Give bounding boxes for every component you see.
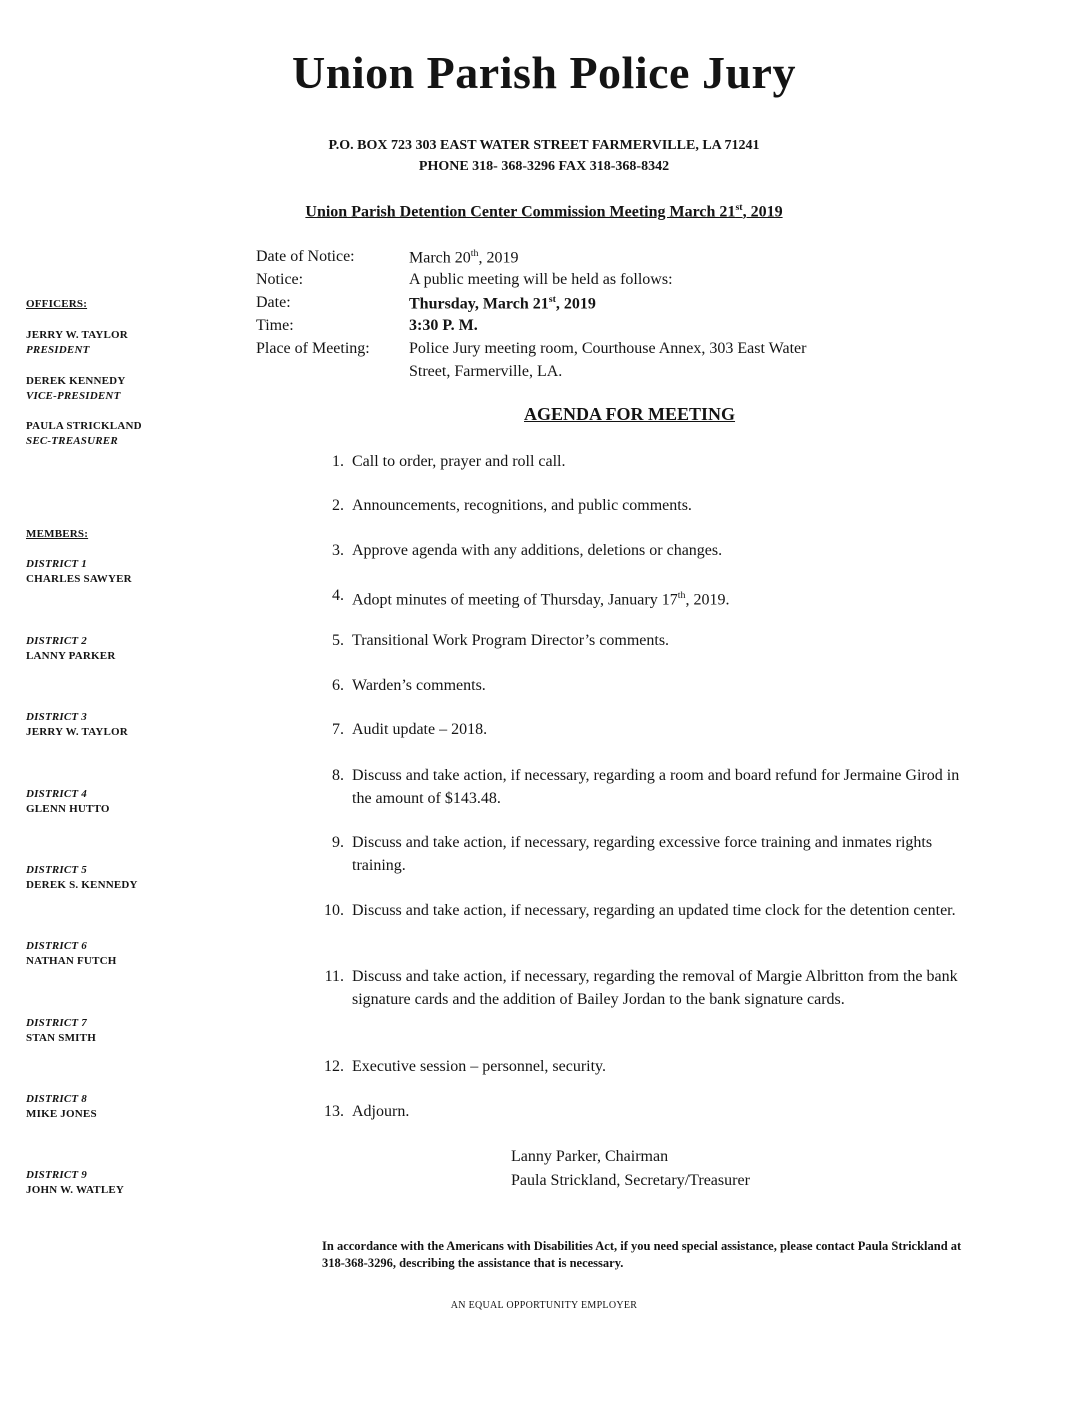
agenda-item: 7. Audit update – 2018. bbox=[332, 721, 488, 738]
agenda-item: 4. Adopt minutes of meeting of Thursday, January 17th, 2019. bbox=[332, 587, 730, 609]
member-entry bbox=[26, 1016, 96, 1046]
member-entry bbox=[26, 634, 115, 664]
time-value: 3:30 P. M. bbox=[409, 317, 478, 334]
member-name: DEREK S. KENNEDY bbox=[26, 879, 138, 891]
officer-role: VICE-PRESIDENT bbox=[26, 390, 121, 402]
member-entry bbox=[26, 710, 128, 740]
place-label: Place of Meeting: bbox=[256, 340, 370, 357]
officer-entry bbox=[26, 419, 142, 449]
signature-chairman: Lanny Parker, Chairman bbox=[511, 1148, 669, 1165]
signature-secretary: Paula Strickland, Secretary/Treasurer bbox=[511, 1172, 750, 1189]
officer-role: SEC-TREASURER bbox=[26, 435, 118, 447]
member-district: DISTRICT 8 bbox=[26, 1093, 87, 1105]
officer-role: PRESIDENT bbox=[26, 344, 90, 356]
agenda-item: 2. Announcements, recognitions, and public comments. bbox=[332, 497, 692, 514]
agenda-item: 9. Discuss and take action, if necessary, regarding excessive force training and inmates rights training. bbox=[332, 834, 933, 874]
member-name: JOHN W. WATLEY bbox=[26, 1184, 125, 1196]
notice-label: Notice: bbox=[256, 271, 304, 288]
member-district: DISTRICT 6 bbox=[26, 940, 87, 952]
member-name: MIKE JONES bbox=[26, 1108, 97, 1120]
member-name: CHARLES SAWYER bbox=[26, 573, 132, 585]
officer-entry bbox=[26, 328, 128, 358]
member-district: DISTRICT 2 bbox=[26, 635, 87, 647]
agenda-item: 13. Adjourn. bbox=[324, 1103, 410, 1120]
date-of-notice-value: March 20th, 2019 bbox=[409, 248, 519, 267]
address-line: P.O. BOX 723 303 EAST WATER STREET FARMERVILLE, LA 71241 bbox=[328, 138, 760, 153]
member-name: GLENN HUTTO bbox=[26, 803, 110, 815]
date-value: Thursday, March 21st, 2019 bbox=[409, 294, 596, 313]
officer-name: JERRY W. TAYLOR bbox=[26, 329, 128, 341]
place-value-line1: Police Jury meeting room, Courthouse Annex, 303 East Water bbox=[409, 340, 807, 357]
member-district: DISTRICT 5 bbox=[26, 864, 87, 876]
ada-notice: In accordance with the Americans with Disabilities Act, if you need special assistance, please contact Paula Strickland at 318-368-3296, describing the assistance that is necessary. bbox=[322, 1239, 962, 1270]
member-name: STAN SMITH bbox=[26, 1032, 96, 1044]
officer-entry bbox=[26, 374, 125, 404]
member-name: JERRY W. TAYLOR bbox=[26, 726, 128, 738]
phone-fax-line: PHONE 318- 368-3296 FAX 318-368-8342 bbox=[418, 159, 670, 174]
member-district: DISTRICT 7 bbox=[26, 1017, 87, 1029]
time-label: Time: bbox=[256, 317, 294, 334]
officers-heading: OFFICERS: bbox=[26, 298, 88, 310]
member-entry bbox=[26, 1168, 124, 1198]
place-value-line2: Street, Farmerville, LA. bbox=[409, 363, 563, 380]
member-name: NATHAN FUTCH bbox=[26, 955, 117, 967]
member-entry bbox=[26, 1092, 97, 1122]
member-district: DISTRICT 9 bbox=[26, 1169, 87, 1181]
member-entry bbox=[26, 939, 117, 969]
agenda-item: 10. Discuss and take action, if necessary, regarding an updated time clock for the detention center. bbox=[324, 902, 956, 919]
agenda-item: 3. Approve agenda with any additions, deletions or changes. bbox=[332, 542, 723, 559]
member-entry bbox=[26, 557, 132, 587]
agenda-item: 12. Executive session – personnel, security. bbox=[324, 1058, 607, 1075]
letterhead-title: Union Parish Police Jury bbox=[292, 47, 796, 98]
notice-value: A public meeting will be held as follows: bbox=[409, 271, 673, 288]
member-district: DISTRICT 4 bbox=[26, 788, 87, 800]
agenda-heading: AGENDA FOR MEETING bbox=[524, 404, 736, 424]
date-of-notice-label: Date of Notice: bbox=[256, 248, 355, 265]
meeting-title: Union Parish Detention Center Commission Meeting March 21st, 2019 bbox=[305, 202, 783, 221]
officer-name: DEREK KENNEDY bbox=[26, 375, 126, 387]
agenda-item: 6. Warden’s comments. bbox=[332, 677, 486, 694]
date-label: Date: bbox=[256, 294, 291, 311]
officer-name: PAULA STRICKLAND bbox=[26, 420, 142, 432]
members-heading: MEMBERS: bbox=[26, 528, 89, 540]
agenda-item: 1. Call to order, prayer and roll call. bbox=[332, 453, 566, 470]
agenda-item: 11. Discuss and take action, if necessary, regarding the removal of Margie Albritton from the bank signature cards and the addition of Bailey Jordan to the bank signature cards. bbox=[324, 968, 958, 1008]
member-name: LANNY PARKER bbox=[26, 650, 116, 662]
agenda-item: 5. Transitional Work Program Director’s comments. bbox=[332, 632, 670, 649]
member-entry bbox=[26, 787, 110, 817]
member-district: DISTRICT 3 bbox=[26, 711, 87, 723]
equal-opportunity-line: AN EQUAL OPPORTUNITY EMPLOYER bbox=[450, 1300, 638, 1311]
member-entry bbox=[26, 863, 138, 893]
member-district: DISTRICT 1 bbox=[26, 558, 87, 570]
agenda-item: 8. Discuss and take action, if necessary, regarding a room and board refund for Jermaine Girod in the amount of $143.48. bbox=[332, 767, 960, 807]
